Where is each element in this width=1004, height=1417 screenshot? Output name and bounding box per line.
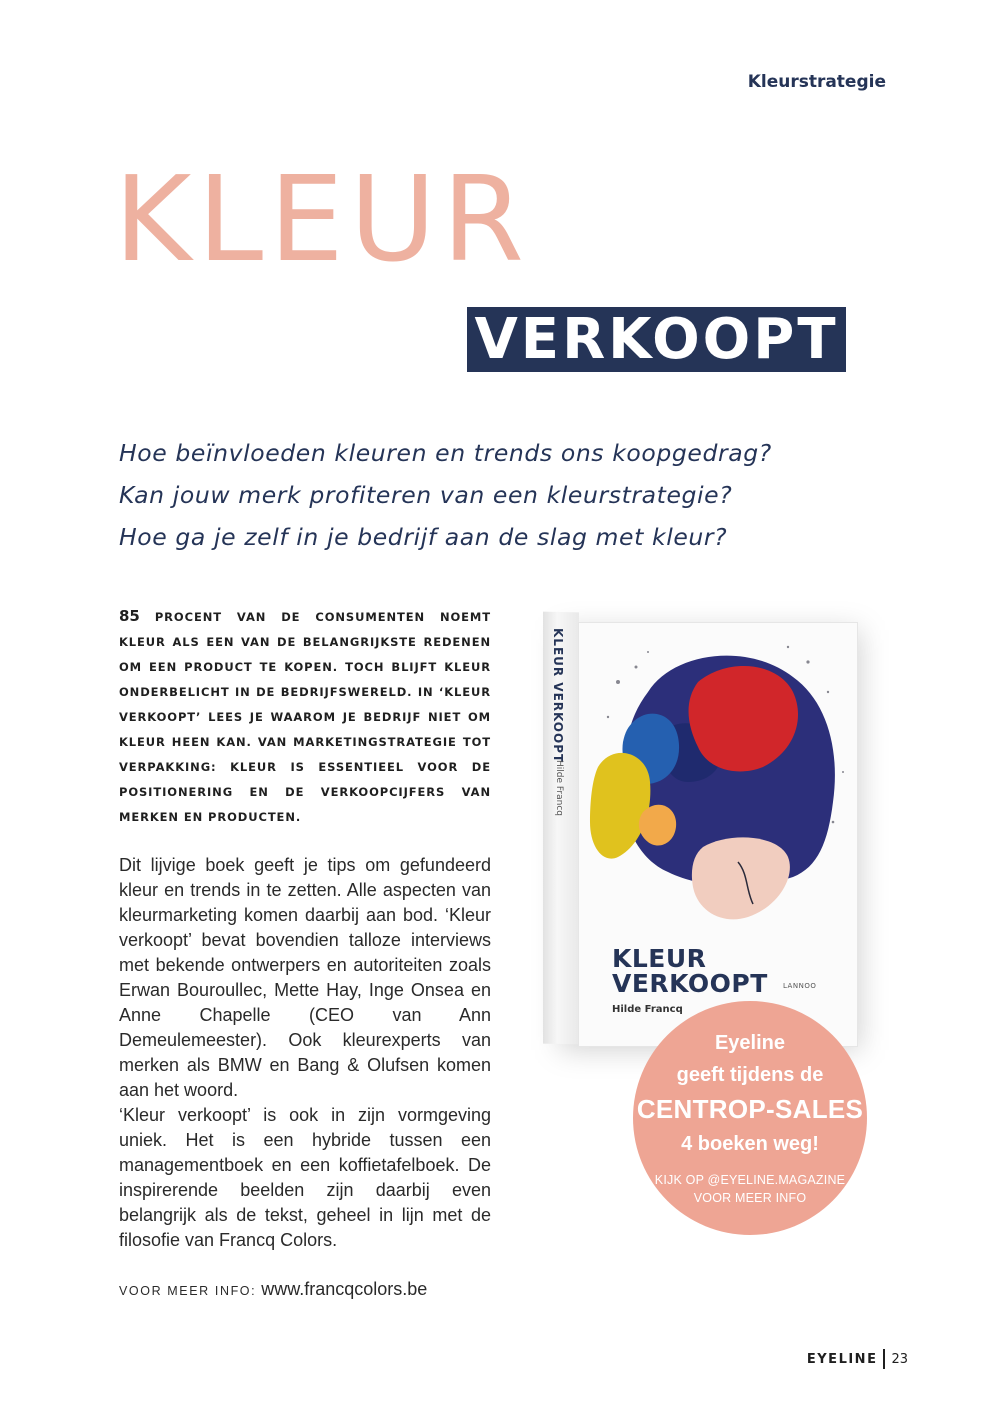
badge-info-line-1: KIJK OP @EYELINE.MAGAZINE [654,1173,846,1187]
question-2: Kan jouw merk profiteren van een kleurstrategie? [119,481,733,509]
more-info-label: VOOR MEER INFO: [119,1284,257,1298]
intro-questions [119,432,772,558]
section-tag: Kleurstrategie [747,72,886,92]
book-publisher: LANNOO [783,982,817,990]
book-cover-title [612,946,768,996]
page-footer [807,1349,908,1369]
more-info-link[interactable]: www.francqcolors.be [261,1279,428,1299]
question-1: Hoe beïnvloeden kleuren en trends ons koopgedrag? [119,439,772,467]
book-cover-title-line-2: VERKOOPT [612,969,768,998]
badge-line-2: geeft tijdens de [676,1064,824,1086]
page-number: 23 [891,1351,908,1367]
headline-verkoopt: VERKOOPT [467,307,846,372]
book-cover [578,622,858,1047]
lead-text: PROCENT VAN DE CONSUMENTEN NOEMT KLEUR ALS EEN VAN DE BELANGRIJKSTE REDENEN OM EEN PRODUCT TE KOPEN. TOCH BLIJFT KLEUR ONDERBELICHT IN DE BEDRIJFSWERELD. IN ‘KLEUR VERKOOPT’ LEES JE WAAROM JE BEDRIJF NIET OM KLEUR HEEN KAN. VAN MARKETINGSTRATEGIE TOT VERPAKKING: KLEUR IS ESSENTIEEL VOOR DE POSITIONERING EN DE VERKOOPCIJFERS VAN MERKEN EN PRODUCTEN. [119,610,491,824]
giveaway-badge [633,1001,867,1235]
book-cover-author: Hilde Francq [612,1004,683,1015]
headline-kleur: KLEUR [114,150,531,288]
badge-info [633,1171,867,1207]
more-info [119,1279,427,1300]
book-spine-author: Hilde Francq [554,760,564,816]
badge-line-1: Eyeline [714,1032,786,1054]
body-paragraph-2: ‘Kleur verkoopt’ is ook in zijn vormgeving uniek. Het is een hybride tussen een managementboek en een koffietafelboek. De inspirerende beelden zijn daarbij even belangrijk als de tekst, geheel in lijn met de filosofie van Francq Colors. [119,1105,491,1250]
lead-number: 85 [119,607,140,625]
book-cover-title-line-1: KLEUR [612,944,707,973]
body-paragraph-1: Dit lijvige boek geeft je tips om gefundeerd kleur en trends in te zetten. Alle aspecten van kleurmarketing komen daarbij aan bod. ‘Kleur verkoopt’ bevat bovendien talloze interviews met bekende ontwerpers en autoriteiten zoals Erwan Bouroullec, Mette Hay, Inge Onsea en Anne Chapelle (CEO van Ann Demeulemeester). Ook kleurexperts van merken als BMW en Bang & Olufsen komen aan het woord. [119,855,491,1100]
footer-divider [883,1349,885,1369]
question-3: Hoe ga je zelf in je bedrijf aan de slag met kleur? [119,523,728,551]
badge-event: CENTROP-SALES [636,1094,864,1124]
footer-magazine: EYELINE [806,1351,878,1367]
badge-info-line-2: VOOR MEER INFO [693,1191,807,1205]
lead-paragraph [119,604,491,830]
book-spine-title: KLEUR VERKOOPT [551,628,565,764]
badge-line-4: 4 boeken weg! [681,1133,819,1155]
